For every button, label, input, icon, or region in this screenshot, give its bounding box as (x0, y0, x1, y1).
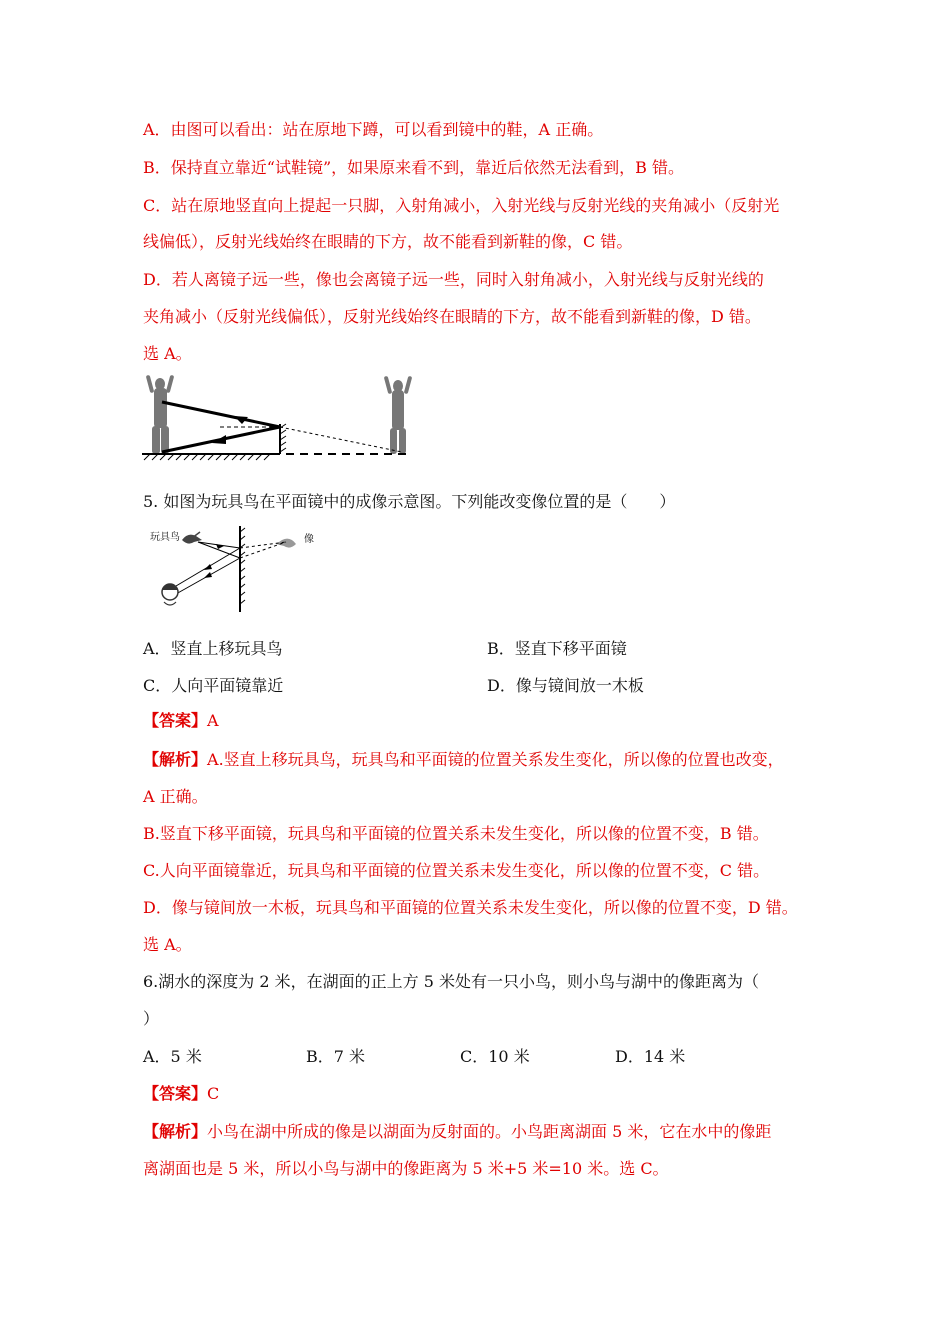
q6-option-d[interactable]: D．14 米 (615, 1047, 686, 1066)
q5-analysis-1 (143, 750, 784, 770)
q6-stem-1: 6.湖水的深度为 2 米，在湖面的正上方 5 米处有一只小鸟，则小鸟与湖中的像距离为（ (143, 972, 759, 991)
q5-option-d[interactable]: D．像与镜间放一木板 (487, 676, 644, 695)
q6-option-c[interactable]: C．10 米 (460, 1047, 530, 1066)
q6-analysis-1 (143, 1122, 771, 1142)
q5-option-c[interactable]: C．人向平面镜靠近 (143, 676, 284, 695)
q5-analysis-4: C.人向平面镜靠近，玩具鸟和平面镜的位置关系未发生变化，所以像的位置不变，C 错。 (143, 861, 770, 880)
q5-answer-value: A (207, 711, 219, 730)
q6-analysis-text-1: 小鸟在湖中所成的像是以湖面为反射面的。小鸟距离湖面 5 米，它在水中的像距 (207, 1122, 772, 1141)
solution-line-a: A．由图可以看出：站在原地下蹲，可以看到镜中的鞋，A 正确。 (143, 120, 604, 139)
q6-answer-tag: 【答案】 (143, 1084, 208, 1103)
q6-stem-2: ） (143, 1009, 160, 1028)
toy-bird-label: 玩具鸟 (150, 532, 180, 543)
q6-analysis-2: 离湖面也是 5 米，所以小鸟与湖中的像距离为 5 米+5 米=10 米。选 C。 (143, 1159, 669, 1178)
q6-answer-value: C (207, 1084, 220, 1103)
q5-option-a[interactable]: A．竖直上移玩具鸟 (143, 639, 283, 658)
q5-stem: 5. 如图为玩具鸟在平面镜中的成像示意图。下列能改变像位置的是（ ） (143, 492, 676, 511)
q6-option-a[interactable]: A．5 米 (143, 1047, 202, 1066)
q5-analysis-text-1: A.竖直上移玩具鸟，玩具鸟和平面镜的位置关系发生变化，所以像的位置也改变， (207, 750, 784, 769)
solution-line-d1: D．若人离镜子远一些，像也会离镜子远一些，同时入射角减小，入射光线与反射光线的 (143, 270, 764, 289)
solution-line-b: B．保持直立靠近“试鞋镜”，如果原来看不到，靠近后依然无法看到，B 错。 (143, 158, 684, 177)
solution-choose: 选 A。 (143, 344, 192, 363)
mirror-shoe-diagram (140, 372, 420, 464)
q5-option-b[interactable]: B．竖直下移平面镜 (487, 639, 627, 658)
q5-analysis-tag: 【解析】 (143, 750, 208, 769)
q5-analysis-2: A 正确。 (143, 787, 208, 806)
solution-line-c2: 线偏低），反射光线始终在眼睛的下方，故不能看到新鞋的像，C 错。 (143, 232, 633, 251)
toy-bird-mirror-figure (146, 524, 316, 614)
q6-option-b[interactable]: B．7 米 (306, 1047, 366, 1066)
q5-answer-tag: 【答案】 (143, 711, 208, 730)
q5-analysis-3: B.竖直下移平面镜，玩具鸟和平面镜的位置关系未发生变化，所以像的位置不变，B 错。 (143, 824, 769, 843)
solution-line-c1: C．站在原地竖直向上提起一只脚，入射角减小，入射光线与反射光线的夹角减小（反射光 (143, 196, 780, 215)
q5-answer (143, 711, 219, 731)
q6-analysis-tag: 【解析】 (143, 1122, 208, 1141)
q6-answer (143, 1084, 219, 1104)
q5-analysis-5: D．像与镜间放一木板，玩具鸟和平面镜的位置关系未发生变化，所以像的位置不变，D 错。 (143, 898, 798, 917)
solution-line-d2: 夹角减小（反射光线偏低），反射光线始终在眼睛的下方，故不能看到新鞋的像，D 错。 (143, 307, 761, 326)
bird-image-label: 像 (304, 534, 314, 545)
q5-choose: 选 A。 (143, 935, 192, 954)
